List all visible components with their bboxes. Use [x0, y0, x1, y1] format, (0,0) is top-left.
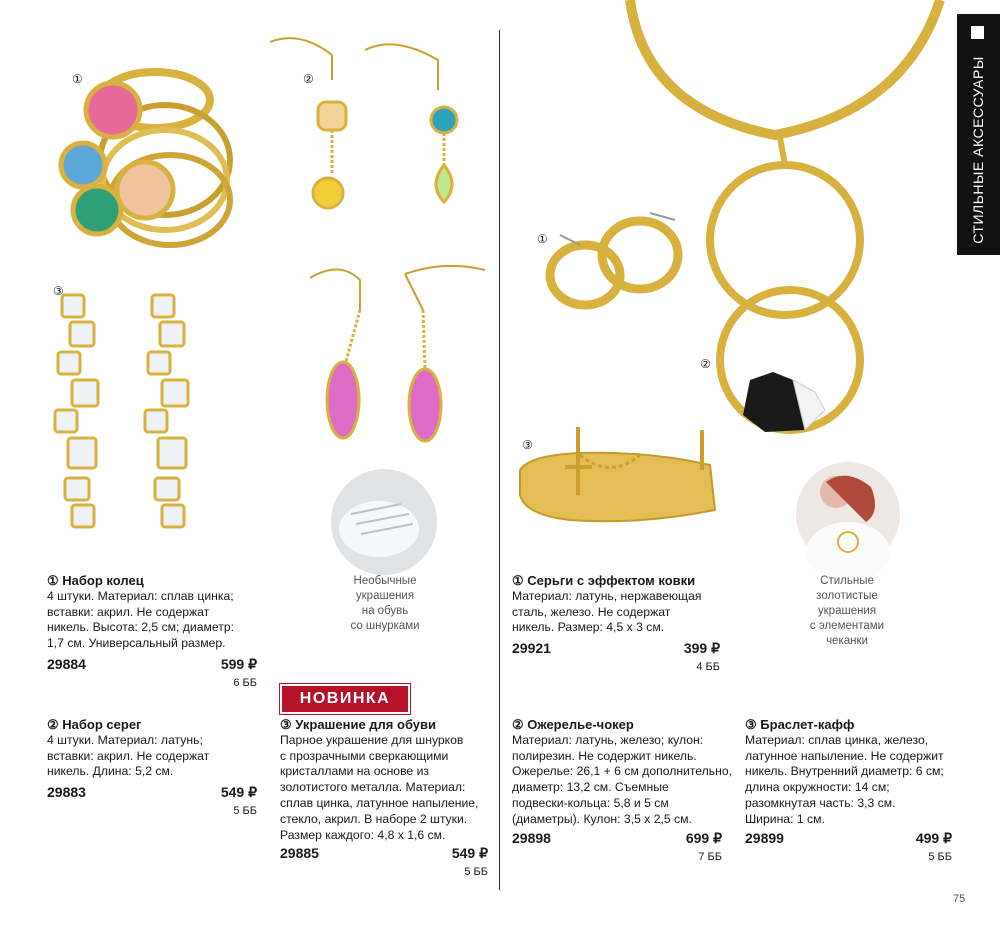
hoop-earrings-image [540, 205, 695, 315]
caption-model: Стильные золотистые украшения с элементами чеканки [809, 575, 885, 647]
product-title: Браслет-кафф [760, 717, 855, 732]
product-bb: 5 ББ [464, 866, 488, 878]
marker-earrings-set: ② [303, 72, 314, 86]
product-price: 499 ₽ [915, 830, 952, 846]
product-earrings-set [47, 717, 272, 780]
earrings-set-image [260, 30, 480, 220]
product-number: ① [512, 573, 524, 588]
product-description: Материал: латунь, железо; кулон: полирезин. Не содержит никель. Ожерелье: 26,1 + 6 см дополнительно, диаметр: 13,2 см. Съемные подвески-кольца: 5,8 и 5 см (диаметры). Кулон: 3,5 x 2,5 см. [512, 732, 733, 826]
product-code: 29885 [280, 845, 319, 861]
marker-rings: ① [72, 72, 83, 86]
product-bb: 4 ББ [696, 661, 720, 673]
product-description: Материал: латунь, нержавеющая сталь, железо. Не содержат никель. Размер: 4,5 x 3 см. [512, 588, 702, 635]
product-code: 29883 [47, 784, 86, 800]
product-title: Набор колец [62, 573, 144, 588]
page-number: 75 [953, 893, 966, 905]
product-price: 699 ₽ [685, 830, 722, 846]
pink-earrings-image [305, 260, 495, 445]
product-code: 29898 [512, 830, 551, 846]
marker-choker: ② [700, 357, 711, 371]
product-title: Ожерелье-чокер [527, 717, 634, 732]
product-rings [47, 573, 272, 652]
marker-cuff: ③ [522, 438, 533, 452]
product-choker [512, 717, 737, 828]
marker-crystal-earrings: ③ [53, 284, 64, 298]
center-divider [499, 30, 500, 890]
product-number: ② [512, 717, 524, 732]
product-price: 399 ₽ [683, 640, 720, 656]
product-title: Серьги с эффектом ковки [527, 573, 696, 588]
product-description: 4 штуки. Материал: латунь; вставки: акрил. Не содержат никель. Длина: 5,2 см. [47, 732, 210, 779]
product-price: 549 ₽ [451, 845, 488, 861]
product-hoop-earrings [512, 573, 732, 636]
product-number: ② [47, 717, 59, 732]
cuff-bracelet-image [510, 425, 725, 535]
product-price: 549 ₽ [220, 784, 257, 800]
new-badge: НОВИНКА [280, 684, 410, 714]
product-number: ① [47, 573, 59, 588]
product-bb: 5 ББ [233, 805, 257, 817]
caption-shoes: Необычные украшения на обувь со шнурками [350, 575, 420, 632]
product-title: Набор серег [62, 717, 142, 732]
section-tab [957, 14, 1000, 255]
product-description: Материал: сплав цинка, железо, латунное напыление. Не содержит никель. Внутренний диаметр: 6 см; длина окружности: 14 см; разомкнутая часть: 3,3 см. Ширина: 1 см. [745, 732, 944, 826]
product-shoe-decoration [280, 717, 495, 843]
product-code: 29899 [745, 830, 784, 846]
product-title: Украшение для обуви [295, 717, 437, 732]
product-number: ③ [280, 717, 292, 732]
product-price: 599 ₽ [220, 656, 257, 672]
section-tab-label: СТИЛЬНЫЕ АКСЕССУАРЫ [970, 56, 986, 244]
product-description: Парное украшение для шнурков с прозрачными сверкающими кристаллами на основе из золотистого металла. Материал: сплав цинка, латунное напыление, стекло, акрил. В наборе 2 штуки. Размер каждого: 4,8 x 1,6 см. [280, 732, 479, 842]
product-code: 29884 [47, 656, 86, 672]
product-cuff-bracelet [745, 717, 960, 828]
shoe-photo-image [331, 469, 437, 575]
model-photo-image [796, 462, 900, 566]
crystal-earrings-image [40, 290, 220, 545]
marker-hoop-earrings: ① [537, 232, 548, 246]
product-bb: 7 ББ [698, 851, 722, 863]
product-description: 4 штуки. Материал: сплав цинка; вставки: акрил. Не содержат никель. Высота: 2,5 см; диаметр: 1,7 см. Универсальный размер. [47, 588, 235, 651]
product-bb: 6 ББ [233, 677, 257, 689]
product-number: ③ [745, 717, 757, 732]
square-icon [971, 26, 984, 39]
product-code: 29921 [512, 640, 551, 656]
product-bb: 5 ББ [928, 851, 952, 863]
